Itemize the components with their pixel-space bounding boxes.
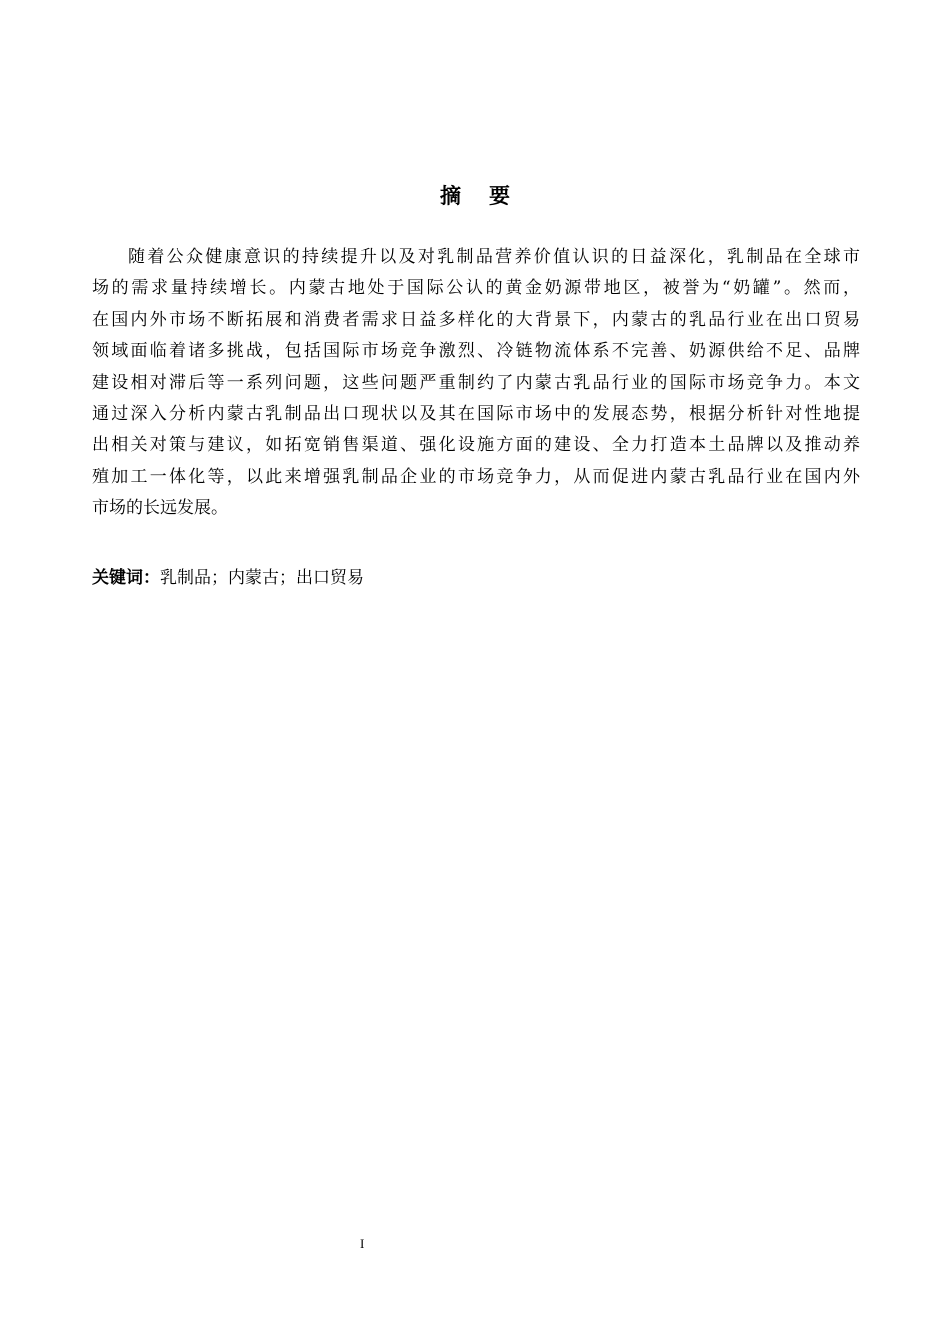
abstract-line: 在国内外市场不断拓展和消费者需求日益多样化的大背景下，内蒙古的乳品行业在出口贸易 [92, 309, 860, 330]
abstract-line: 建设相对滞后等一系列问题，这些问题严重制约了内蒙古乳品行业的国际市场竞争力。本文 [92, 372, 860, 393]
abstract-line: 场的需求量持续增长。内蒙古地处于国际公认的黄金奶源带地区，被誉为“奶罐”。然而， [92, 278, 860, 299]
abstract-body [92, 242, 860, 525]
keywords-label: 关键词： [92, 568, 160, 588]
page-number: I [360, 1236, 365, 1251]
abstract-line: 出相关对策与建议，如拓宽销售渠道、强化设施方面的建设、全力打造本土品牌以及推动养 [92, 435, 860, 456]
abstract-line-last: 市场的长远发展。 [92, 498, 228, 519]
abstract-line: 殖加工一体化等，以此来增强乳制品企业的市场竞争力，从而促进内蒙古乳品行业在国内外 [92, 466, 860, 487]
keywords-value: 乳制品；内蒙古；出口贸易 [160, 568, 364, 588]
abstract-line: 通过深入分析内蒙古乳制品出口现状以及其在国际市场中的发展态势，根据分析针对性地提 [92, 403, 860, 424]
abstract-title-part2: 要 [489, 184, 510, 208]
abstract-line: 领域面临着诸多挑战，包括国际市场竞争激烈、冷链物流体系不完善、奶源供给不足、品牌 [92, 341, 860, 362]
abstract-line: 随着公众健康意识的持续提升以及对乳制品营养价值认识的日益深化，乳制品在全球市 [128, 247, 860, 267]
abstract-title-part1: 摘 [440, 184, 461, 208]
abstract-title [0, 180, 950, 210]
keywords [92, 563, 364, 594]
